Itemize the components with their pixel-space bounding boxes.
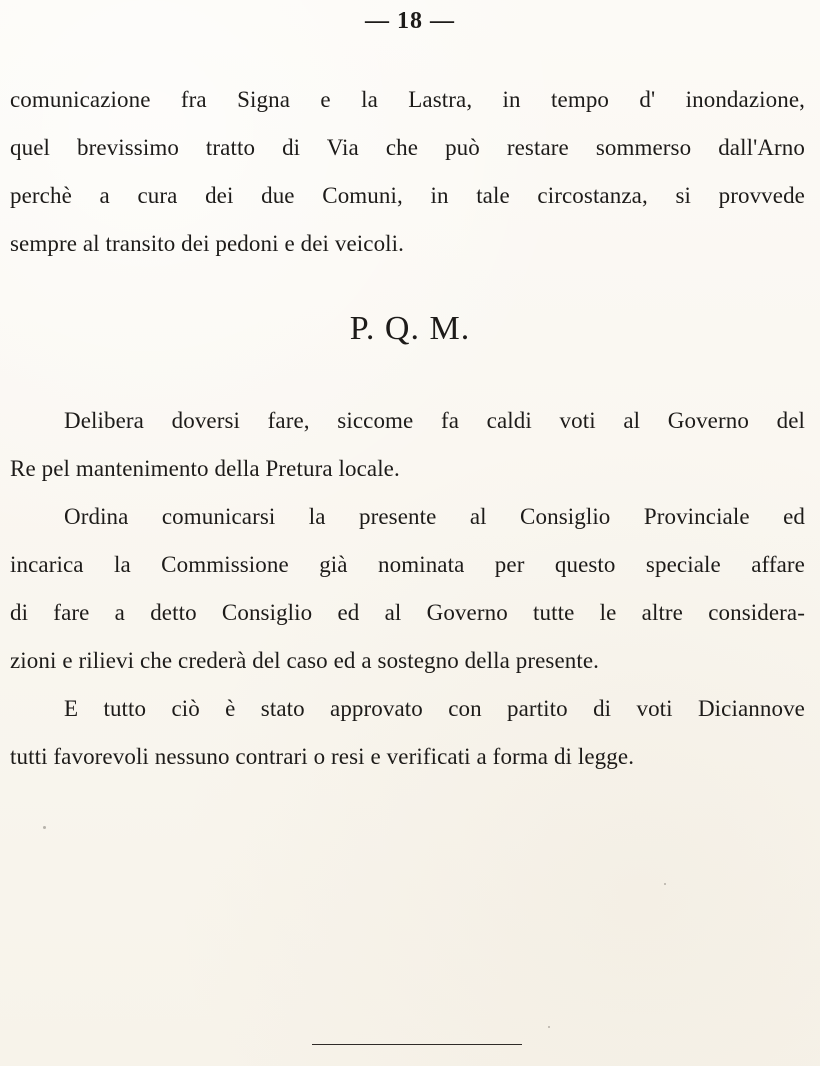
paper-speck [548,1026,550,1028]
paragraph-line: Re pel mantenimento della Pretura locale. [10,456,400,481]
paragraph-4 [10,685,805,781]
paragraph-line: incarica la Commissione già nominata per questo speciale affare [10,552,805,577]
paragraph-line: perchè a cura dei due Comuni, in tale circostanza, si provvede [10,183,805,208]
paragraph-2 [10,397,805,493]
paragraph-line: comunicazione fra Signa e la Lastra, in tempo d' inondazione, [10,87,805,112]
page-number: — 18 — [365,8,455,34]
paragraph-line: tutti favorevoli nessuno contrari o resi e verificati a forma di legge. [10,744,635,769]
paragraph-1 [10,76,805,268]
paragraph-line: Ordina comunicarsi la presente al Consiglio Provinciale ed [64,504,805,529]
paragraph-line: E tutto ciò è stato approvato con partito di voti Diciannove [64,696,805,721]
paper-speck [664,883,666,885]
paragraph-line: quel brevissimo tratto di Via che può restare sommerso dall'Arno [10,135,805,160]
section-title: P. Q. M. [349,310,471,347]
paragraph-line: sempre al transito dei pedoni e dei veicoli. [10,231,404,256]
paragraph-3 [10,493,805,685]
paragraph-line: Delibera doversi fare, siccome fa caldi voti al Governo del [64,408,805,433]
paragraph-line: zioni e rilievi che crederà del caso ed a sostegno della presente. [10,648,600,673]
paragraph-line: di fare a detto Consiglio ed al Governo tutte le altre considera- [10,600,805,625]
bottom-rule [312,1044,522,1045]
paper-speck [43,826,46,829]
